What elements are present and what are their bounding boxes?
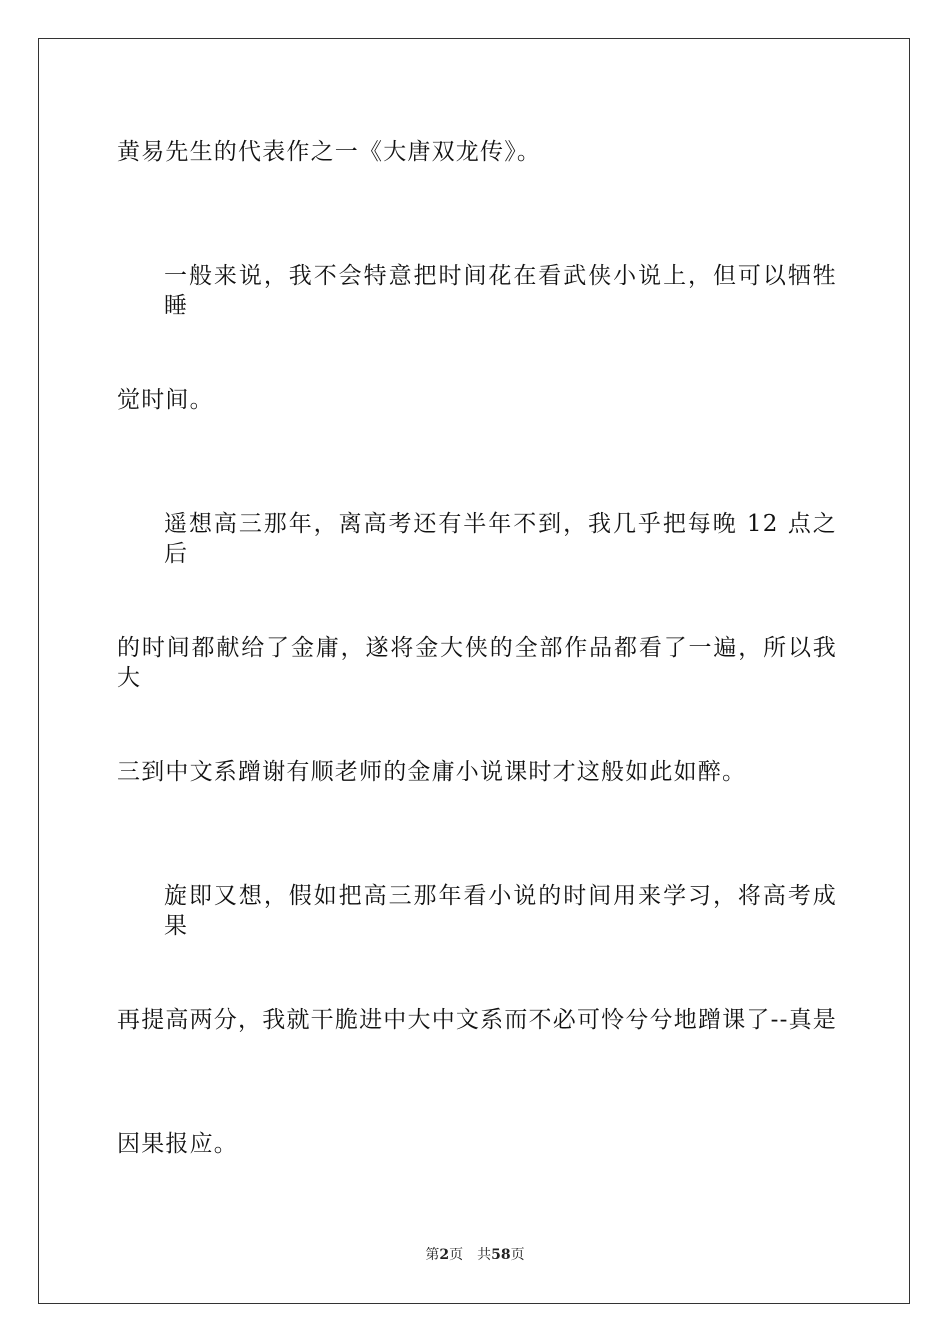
page-footer [0,1246,950,1264]
paragraph-4-line-1: 旋即又想，假如把高三那年看小说的时间用来学习，将高考成果 [164,883,837,939]
footer-page-number: 2 [439,1247,450,1263]
footer-page-suffix: 页 [449,1247,464,1263]
paragraph-3-line-3: 三到中文系蹭谢有顺老师的金庸小说课时才这般如此如醉。 [117,759,747,785]
paragraph-4-line-2: 再提高两分，我就干脆进中大中文系而不必可怜兮兮地蹭课了--真是 [117,1007,837,1033]
paragraph-2-line-2: 觉时间。 [117,387,214,413]
paragraph-3-line-1: 遥想高三那年，离高考还有半年不到，我几乎把每晚 12 点之后 [164,511,837,567]
paragraph-1-line-1: 黄易先生的代表作之一《大唐双龙传》。 [117,139,542,165]
footer-total-prefix: 共 [477,1247,492,1263]
paragraph-4-line-3: 因果报应。 [117,1131,238,1157]
footer-total-suffix: 页 [510,1247,525,1263]
paragraph-2-line-1: 一般来说，我不会特意把时间花在看武侠小说上，但可以牺牲睡 [164,263,837,319]
paragraph-3-line-2: 的时间都献给了金庸，遂将金大侠的全部作品都看了一遍，所以我大 [117,635,837,691]
footer-total-pages: 58 [491,1247,511,1263]
footer-page-prefix: 第 [425,1247,440,1263]
